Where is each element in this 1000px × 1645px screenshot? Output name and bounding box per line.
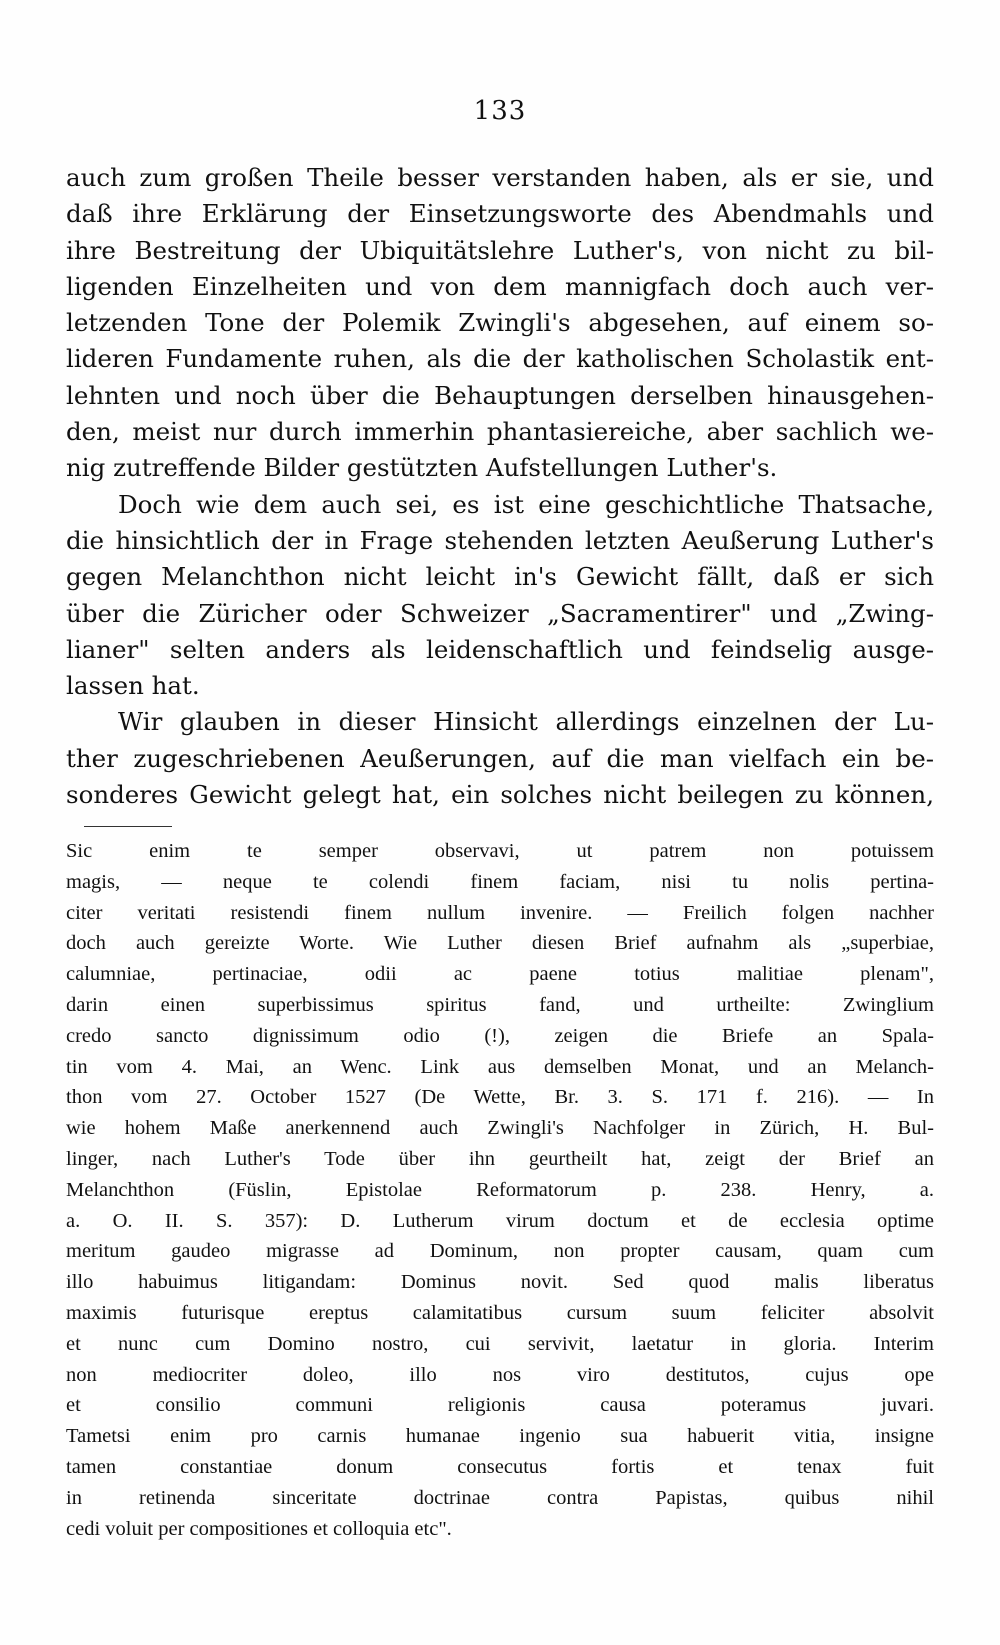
- footnote-line: illo habuimus litigandam: Dominus novit. Sed quod malis liberatus: [66, 1271, 934, 1294]
- body-line: daß ihre Erklärung der Einsetzungsworte des Abendmahls und: [66, 199, 934, 229]
- body-line: lianer" selten anders als leidenschaftlich und feindselig ausge-: [66, 634, 934, 664]
- footnote-line: in retinenda sinceritate doctrinae contra Papistas, quibus nihil: [66, 1486, 934, 1509]
- footnote-line: non mediocriter doleo, illo nos viro destitutos, cujus ope: [66, 1363, 934, 1386]
- footnote-line: Melanchthon (Füslin, Epistolae Reformatorum p. 238. Henry, a.: [66, 1178, 934, 1201]
- body-line: lassen hat.: [66, 671, 200, 701]
- footnote-line: magis, — neque te colendi finem faciam, nisi tu nolis pertina-: [66, 870, 934, 893]
- footnote-line: darin einen superbissimus spiritus fand, und urtheilte: Zwinglium: [66, 993, 934, 1016]
- body-line: ihre Bestreitung der Ubiquitätslehre Luther's, von nicht zu bil-: [66, 235, 934, 265]
- footnote-line: cedi voluit per compositiones et colloquia etc".: [66, 1517, 452, 1540]
- body-text: [66, 160, 934, 813]
- body-line: über die Züricher oder Schweizer „Sacramentirer" und „Zwing-: [66, 598, 934, 628]
- body-line: ligenden Einzelheiten und von dem mannigfach doch auch ver-: [66, 271, 934, 301]
- body-line: lehnten und noch über die Behauptungen derselben hinausgehen-: [66, 380, 934, 410]
- footnote: [66, 836, 934, 1544]
- body-line: Doch wie dem auch sei, es ist eine geschichtliche Thatsache,: [118, 489, 934, 519]
- footnote-line: et consilio communi religionis causa poteramus juvari.: [66, 1394, 934, 1417]
- body-line: die hinsichtlich der in Frage stehenden letzten Aeußerung Luther's: [66, 525, 934, 555]
- footnote-line: maximis futurisque ereptus calamitatibus cursum suum feliciter absolvit: [66, 1301, 934, 1324]
- footnote-line: tamen constantiae donum consecutus fortis et tenax fuit: [66, 1455, 934, 1478]
- footnote-line: credo sancto dignissimum odio (!), zeigen die Briefe an Spala-: [66, 1024, 934, 1047]
- body-line: letzenden Tone der Polemik Zwingli's abgesehen, auf einem so-: [66, 308, 934, 338]
- body-line: lideren Fundamente ruhen, als die der katholischen Scholastik ent-: [66, 344, 934, 374]
- footnote-line: a. O. II. S. 357): D. Lutherum virum doctum et de ecclesia optime: [66, 1209, 934, 1232]
- footnote-line: meritum gaudeo migrasse ad Dominum, non propter causam, quam cum: [66, 1240, 934, 1263]
- page-number: 133: [473, 96, 527, 126]
- footnote-line: et nunc cum Domino nostro, cui servivit, laetatur in gloria. Interim: [66, 1332, 934, 1355]
- footnote-line: Sic enim te semper observavi, ut patrem non potuissem: [66, 840, 934, 862]
- footnote-line: calumniae, pertinaciae, odii ac paene totius malitiae plenam",: [66, 963, 934, 986]
- footnote-line: doch auch gereizte Worte. Wie Luther diesen Brief aufnahm als „superbiae,: [66, 932, 934, 955]
- footnote-line: tin vom 4. Mai, an Wenc. Link aus demselben Monat, und an Melanch-: [66, 1055, 934, 1078]
- body-line: den, meist nur durch immerhin phantasiereiche, aber sachlich we-: [66, 417, 934, 447]
- body-line: sonderes Gewicht gelegt hat, ein solches nicht beilegen zu können,: [66, 780, 934, 810]
- body-line: ther zugeschriebenen Aeußerungen, auf die man vielfach ein be-: [66, 743, 934, 773]
- footnote-line: thon vom 27. October 1527 (De Wette, Br. 3. S. 171 f. 216). — In: [66, 1086, 934, 1109]
- body-line: gegen Melanchthon nicht leicht in's Gewicht fällt, daß er sich: [66, 562, 934, 592]
- footnote-line: linger, nach Luther's Tode über ihn geurtheilt hat, zeigt der Brief an: [66, 1147, 934, 1170]
- footnote-line: citer veritati resistendi finem nullum invenire. — Freilich folgen nachher: [66, 901, 934, 924]
- footnote-divider: [84, 826, 172, 827]
- body-line: auch zum großen Theile besser verstanden haben, als er sie, und: [66, 163, 934, 192]
- footnote-line: wie hohem Maße anerkennend auch Zwingli's Nachfolger in Zürich, H. Bul-: [66, 1117, 934, 1140]
- footnote-line: Tametsi enim pro carnis humanae ingenio sua habuerit vitia, insigne: [66, 1425, 934, 1448]
- body-line: Wir glauben in dieser Hinsicht allerdings einzelnen der Lu-: [118, 707, 934, 737]
- body-line: nig zutreffende Bilder gestützten Aufstellungen Luther's.: [66, 453, 778, 483]
